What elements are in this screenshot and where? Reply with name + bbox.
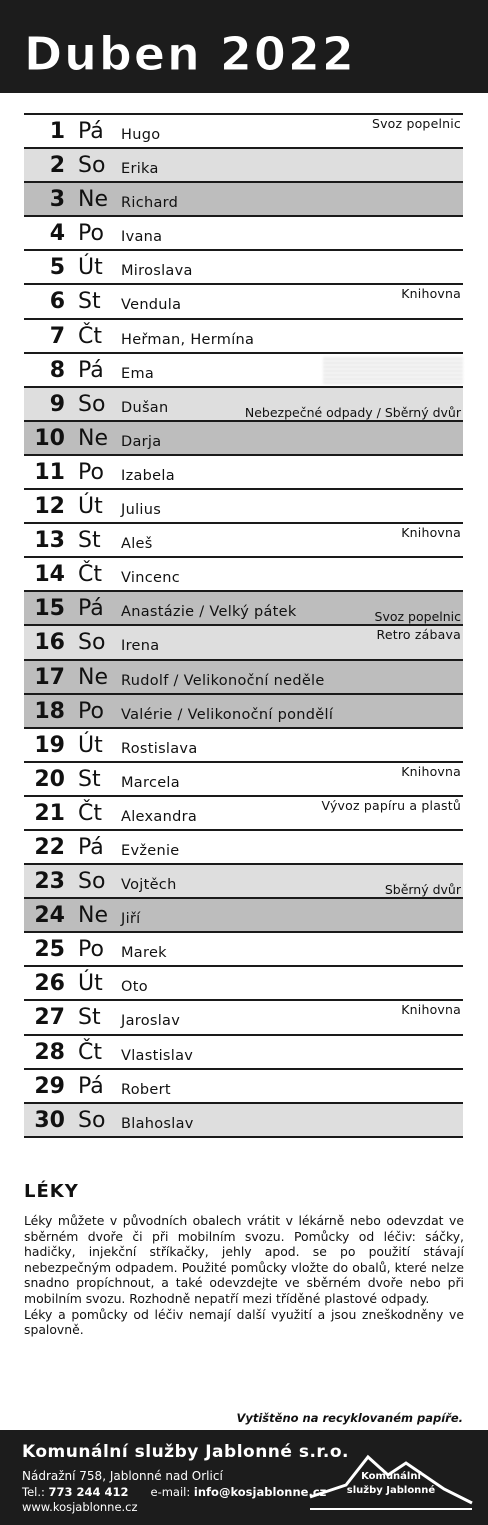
day-row <box>24 831 463 865</box>
name-day: Evženie <box>121 842 180 859</box>
day-number: 2 <box>49 153 65 179</box>
weekday: Pá <box>78 119 104 144</box>
day-number: 3 <box>49 187 65 213</box>
name-day: Valérie / Velikonoční pondělí <box>121 706 334 723</box>
day-number: 22 <box>34 834 65 860</box>
weekday: So <box>78 869 106 895</box>
day-row <box>24 899 463 933</box>
day-number: 18 <box>34 698 65 724</box>
day-number: 15 <box>34 596 65 622</box>
day-number: 6 <box>49 289 65 315</box>
day-row <box>24 1070 463 1104</box>
day-row <box>24 729 463 763</box>
name-day: Darja <box>121 433 162 450</box>
day-number: 4 <box>49 221 65 247</box>
weekday: Pá <box>78 1073 104 1099</box>
name-day: Irena <box>121 638 160 655</box>
logo-line-1: Komunální <box>361 1471 421 1482</box>
weekday: Po <box>78 459 104 485</box>
name-day: Marcela <box>121 774 180 791</box>
name-day: Blahoslav <box>121 1115 194 1132</box>
weekday: Pá <box>78 357 104 383</box>
name-day: Vojtěch <box>121 877 177 894</box>
weekday: Ne <box>78 903 108 929</box>
email-link[interactable]: info@kosjablonne.cz <box>193 1485 327 1499</box>
day-row <box>24 763 463 797</box>
day-number: 16 <box>34 630 65 656</box>
website-link[interactable]: www.kosjablonne.cz <box>22 1500 138 1514</box>
day-row <box>24 1001 463 1035</box>
weekday: Út <box>78 732 103 758</box>
day-number: 28 <box>34 1039 65 1065</box>
company-contact <box>22 1485 326 1499</box>
weekday: St <box>78 289 101 315</box>
day-row <box>24 490 463 524</box>
weekday: Po <box>78 221 104 247</box>
day-row <box>24 524 463 558</box>
event-note: Knihovna <box>401 763 461 779</box>
name-day: Oto <box>121 979 148 996</box>
name-day: Aleš <box>121 536 153 553</box>
event-note: Svoz popelnic <box>374 609 461 625</box>
day-row <box>24 422 463 456</box>
day-number: 30 <box>34 1107 65 1133</box>
name-day: Ivana <box>121 229 163 246</box>
name-day: Ema <box>121 365 155 382</box>
day-number: 27 <box>34 1005 65 1031</box>
page-title: Duben 2022 <box>24 27 356 81</box>
weekday: St <box>78 766 101 792</box>
day-number: 20 <box>34 766 65 792</box>
day-number: 8 <box>49 357 65 383</box>
day-row <box>24 149 463 183</box>
day-number: 21 <box>34 800 65 826</box>
company-address: Nádražní 758, Jablonné nad Orlicí <box>22 1469 223 1483</box>
weekday: So <box>78 630 106 656</box>
weekday: So <box>78 153 106 179</box>
day-number: 25 <box>34 937 65 963</box>
day-row <box>24 115 463 149</box>
weekday: Čt <box>78 800 102 826</box>
name-day: Jaroslav <box>121 1013 181 1030</box>
weekday: Čt <box>78 323 102 349</box>
name-day: Vlastislav <box>121 1047 194 1064</box>
name-day: Heřman, Hermína <box>121 331 255 348</box>
weekday: Út <box>78 971 103 997</box>
day-row <box>24 695 463 729</box>
email-label: e-mail: <box>150 1485 191 1499</box>
day-row <box>24 183 463 217</box>
day-list <box>24 113 463 1138</box>
name-day: Vincenc <box>121 570 180 587</box>
weekday: Út <box>78 494 103 520</box>
name-day: Erika <box>121 161 159 178</box>
section-title: LÉKY <box>24 1181 79 1202</box>
info-text <box>24 1213 464 1338</box>
name-day: Julius <box>121 502 162 519</box>
printed-note: Vytištěno na recyklovaném papíře. <box>236 1411 463 1425</box>
day-number: 1 <box>49 119 65 144</box>
company-logo <box>306 1445 476 1515</box>
day-row <box>24 456 463 490</box>
weekday: So <box>78 1107 106 1133</box>
day-number: 19 <box>34 732 65 758</box>
name-day: Anastázie / Velký pátek <box>121 604 297 621</box>
weekday: St <box>78 1005 101 1031</box>
name-day: Miroslava <box>121 263 193 280</box>
name-day: Izabela <box>121 467 175 484</box>
event-note: Sběrný dvůr <box>384 882 461 898</box>
weekday: Ne <box>78 664 108 690</box>
day-row <box>24 865 463 899</box>
weekday: Pá <box>78 596 104 622</box>
name-day: Marek <box>121 945 167 962</box>
day-number: 14 <box>34 562 65 588</box>
name-day: Jiří <box>121 911 141 928</box>
weekday: Po <box>78 937 104 963</box>
day-number: 13 <box>34 528 65 554</box>
day-row <box>24 661 463 695</box>
weekday: St <box>78 528 101 554</box>
weekday: Po <box>78 698 104 724</box>
day-number: 10 <box>34 425 65 451</box>
day-row <box>24 933 463 967</box>
footer <box>0 1430 488 1525</box>
day-number: 17 <box>34 664 65 690</box>
weekday: Ne <box>78 425 108 451</box>
name-day: Rudolf / Velikonoční neděle <box>121 672 325 689</box>
name-day: Dušan <box>121 399 169 416</box>
day-number: 24 <box>34 903 65 929</box>
event-note: Knihovna <box>401 1002 461 1018</box>
weekday: So <box>78 391 106 417</box>
weekday: Út <box>78 255 103 281</box>
event-note: Vývoz papíru a plastů <box>321 797 461 813</box>
redacted-area <box>323 356 463 384</box>
day-number: 26 <box>34 971 65 997</box>
day-row <box>24 626 463 660</box>
weekday: Čt <box>78 1039 102 1065</box>
header-bar <box>0 0 488 93</box>
event-note: Nebezpečné odpady / Sběrný dvůr <box>244 404 461 420</box>
day-number: 11 <box>34 459 65 485</box>
weekday: Čt <box>78 562 102 588</box>
weekday: Pá <box>78 834 104 860</box>
day-row <box>24 354 463 388</box>
weekday: Ne <box>78 187 108 213</box>
day-number: 23 <box>34 869 65 895</box>
name-day: Vendula <box>121 297 182 314</box>
day-row <box>24 558 463 592</box>
info-paragraph: Léky a pomůcky od léčiv nemají další využití a jsou zneškodněny ve spalovně. <box>24 1306 464 1338</box>
company-name: Komunální služby Jablonné s.r.o. <box>22 1442 349 1462</box>
day-row <box>24 592 463 626</box>
day-row <box>24 285 463 319</box>
day-number: 7 <box>49 323 65 349</box>
day-row <box>24 1036 463 1070</box>
day-number: 9 <box>49 391 65 417</box>
event-note: Knihovna <box>401 525 461 541</box>
day-row <box>24 388 463 422</box>
day-number: 29 <box>34 1073 65 1099</box>
event-note: Knihovna <box>401 286 461 302</box>
info-paragraph: Léky můžete v původních obalech vrátit v lékárně nebo odevzdat ve sběrném dvoře či při mobilním svozu. Pomůcky od léčiv: sáčky, hadičky, injekční stříkačky, jehly apod. se po použití stávají nebezpečným odpadem. Použité pomůcky vložte do obalů, které nelze snadno propíchnout, a také odevzdejte ve sběrném dvoře nebo při mobilním svozu. Rozhodně nepatří mezi tříděné plastové odpady. <box>24 1213 464 1306</box>
day-row <box>24 797 463 831</box>
day-row <box>24 967 463 1001</box>
name-day: Rostislava <box>121 740 198 757</box>
logo-line-2: služby Jablonné <box>346 1485 436 1496</box>
tel-number[interactable]: 773 244 412 <box>48 1485 129 1499</box>
day-number: 12 <box>34 494 65 520</box>
event-note: Svoz popelnic <box>371 116 461 131</box>
day-row <box>24 251 463 285</box>
day-number: 5 <box>49 255 65 281</box>
name-day: Richard <box>121 195 179 212</box>
name-day: Hugo <box>121 127 161 143</box>
tel-label: Tel.: <box>22 1485 45 1499</box>
day-row <box>24 1104 463 1138</box>
day-row <box>24 217 463 251</box>
name-day: Robert <box>121 1081 171 1098</box>
day-row <box>24 320 463 354</box>
name-day: Alexandra <box>121 808 198 825</box>
event-note: Retro zábava <box>376 627 461 643</box>
